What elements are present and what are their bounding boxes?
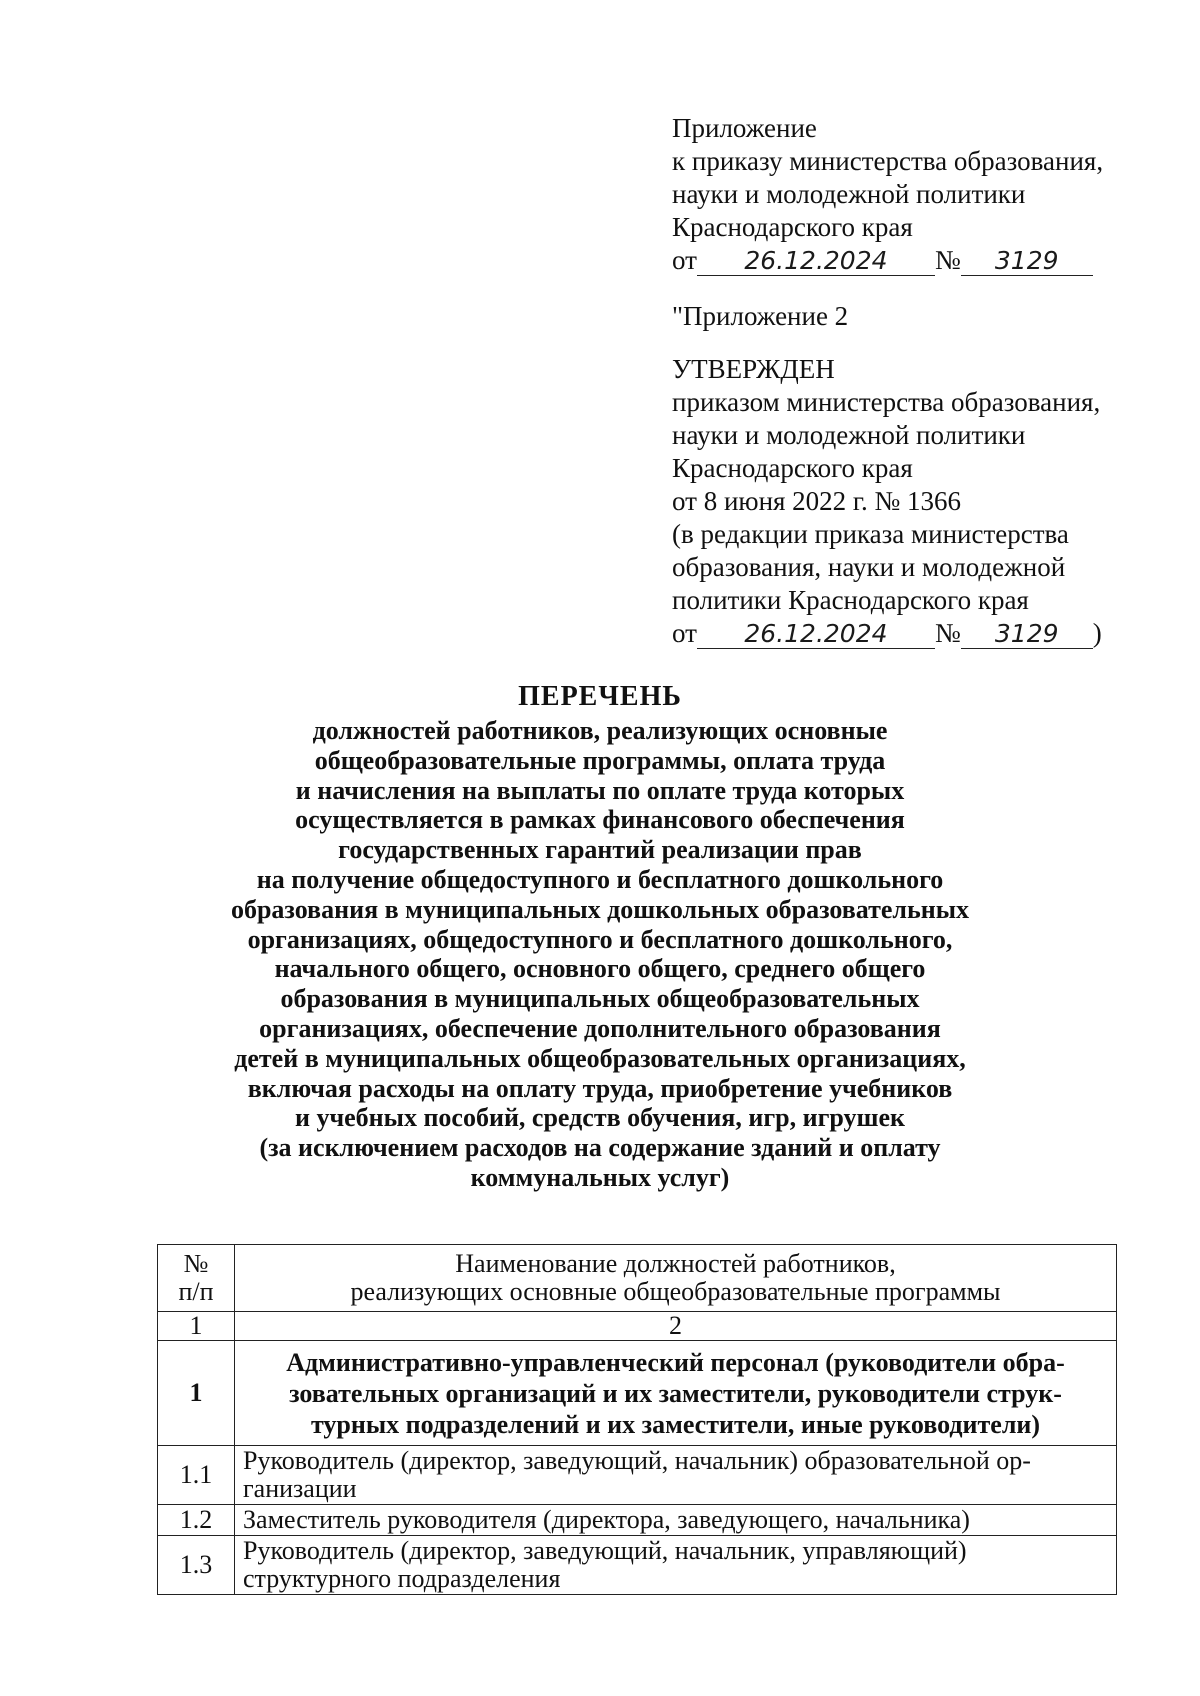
document-title (180, 680, 1020, 1193)
table-row (158, 1341, 1117, 1446)
number-prefix: № (934, 245, 961, 275)
table-header-row (158, 1245, 1117, 1312)
table-row (158, 1505, 1117, 1536)
handwritten-date: 26.12.2024 (697, 620, 935, 649)
appendix-title: Приложение (672, 113, 817, 143)
title-line: коммунальных услуг) (470, 1162, 730, 1192)
title-line: (за исключением расходов на содержание зданий и оплату (259, 1133, 941, 1163)
title-line: общеобразовательные программы, оплата труда (314, 745, 886, 775)
row-number: 1.3 (158, 1536, 235, 1595)
appendix-line: Краснодарского края (672, 212, 913, 242)
header-num-line: № (183, 1249, 209, 1278)
closing-paren: ) (1092, 618, 1102, 648)
handwritten-number: 3129 (961, 247, 1093, 276)
title-heading: ПЕРЕЧЕНЬ (518, 681, 682, 712)
table-index-row (158, 1312, 1117, 1341)
row-number: 1.1 (158, 1446, 235, 1505)
title-line: осуществляется в рамках финансового обеспечения (295, 805, 905, 835)
table-row (158, 1536, 1117, 1595)
appendix-line: науки и молодежной политики (672, 179, 1026, 209)
approved-line: Краснодарского края (672, 453, 913, 483)
row-number: 1 (158, 1341, 235, 1446)
row-name (235, 1341, 1117, 1446)
index-cell: 1 (158, 1312, 235, 1341)
title-line: детей в муниципальных общеобразовательных организациях, (234, 1043, 966, 1073)
title-line: и начисления на выплаты по оплате труда которых (295, 775, 905, 805)
appendix-date-number-row (672, 244, 1142, 280)
row-number: 1.2 (158, 1505, 235, 1536)
appendix-line: к приказу министерства образования, (672, 146, 1104, 176)
table-row (158, 1446, 1117, 1505)
index-cell: 2 (235, 1312, 1117, 1341)
positions-table (157, 1244, 1117, 1595)
approved-line: науки и молодежной политики (672, 420, 1026, 450)
date-prefix: от (672, 245, 697, 275)
title-line: образования в муниципальных общеобразовательных (280, 984, 920, 1014)
date-prefix: от (672, 618, 697, 648)
row-name-line: турных подразделений и их заместители, иные руководители) (310, 1409, 1041, 1439)
header-name-line: Наименование должностей работников, (455, 1249, 896, 1278)
approved-line: (в редакции приказа министерства (672, 519, 1069, 549)
title-line: включая расходы на оплату труда, приобретение учебников (247, 1073, 953, 1103)
title-line: государственных гарантий реализации прав (338, 835, 862, 865)
title-line: и учебных пособий, средств обучения, игр, игрушек (294, 1103, 905, 1133)
row-name (235, 1446, 1117, 1505)
header-name-line: реализующих основные общеобразовательные программы (350, 1277, 1001, 1306)
approved-line: образования, науки и молодежной (672, 552, 1066, 582)
header-num-cell (158, 1245, 235, 1312)
header-name-cell (235, 1245, 1117, 1312)
row-name-line: Руководитель (директор, заведующий, начальник) образовательной ор- (243, 1446, 1031, 1475)
title-line: начального общего, основного общего, среднего общего (274, 954, 926, 984)
row-name-line: зовательных организаций и их заместители, руководители струк- (289, 1378, 1062, 1408)
row-name (235, 1505, 1117, 1536)
title-line: на получение общедоступного и бесплатного дошкольного (256, 864, 944, 894)
row-name-line: Заместитель руководителя (директора, заведующего, начальника) (243, 1505, 970, 1534)
title-line: организациях, обеспечение дополнительного образования (259, 1013, 941, 1043)
header-num-line: п/п (178, 1277, 214, 1306)
title-line: должностей работников, реализующих основные (312, 716, 888, 745)
row-name-line: Административно-управленческий персонал (руководители обра- (286, 1347, 1065, 1377)
handwritten-date: 26.12.2024 (697, 247, 935, 276)
row-name-line: ганизации (243, 1474, 357, 1503)
handwritten-number: 3129 (961, 620, 1093, 649)
approved-date-number-row (672, 617, 1142, 653)
approved-line: приказом министерства образования, (672, 387, 1101, 417)
header-block (672, 112, 1142, 653)
approved-line: от 8 июня 2022 г. № 1366 (672, 486, 961, 516)
row-name-line: Руководитель (директор, заведующий, начальник, управляющий) (243, 1536, 967, 1565)
appendix2-title: "Приложение 2 (672, 301, 849, 331)
title-line: организациях, общедоступного и бесплатного дошкольного, (247, 924, 953, 954)
number-prefix: № (934, 618, 961, 648)
approved-title: УТВЕРЖДЕН (672, 354, 835, 384)
row-name-line: структурного подразделения (243, 1564, 561, 1593)
approved-line: политики Краснодарского края (672, 585, 1029, 615)
title-line: образования в муниципальных дошкольных образовательных (230, 894, 970, 924)
row-name (235, 1536, 1117, 1595)
